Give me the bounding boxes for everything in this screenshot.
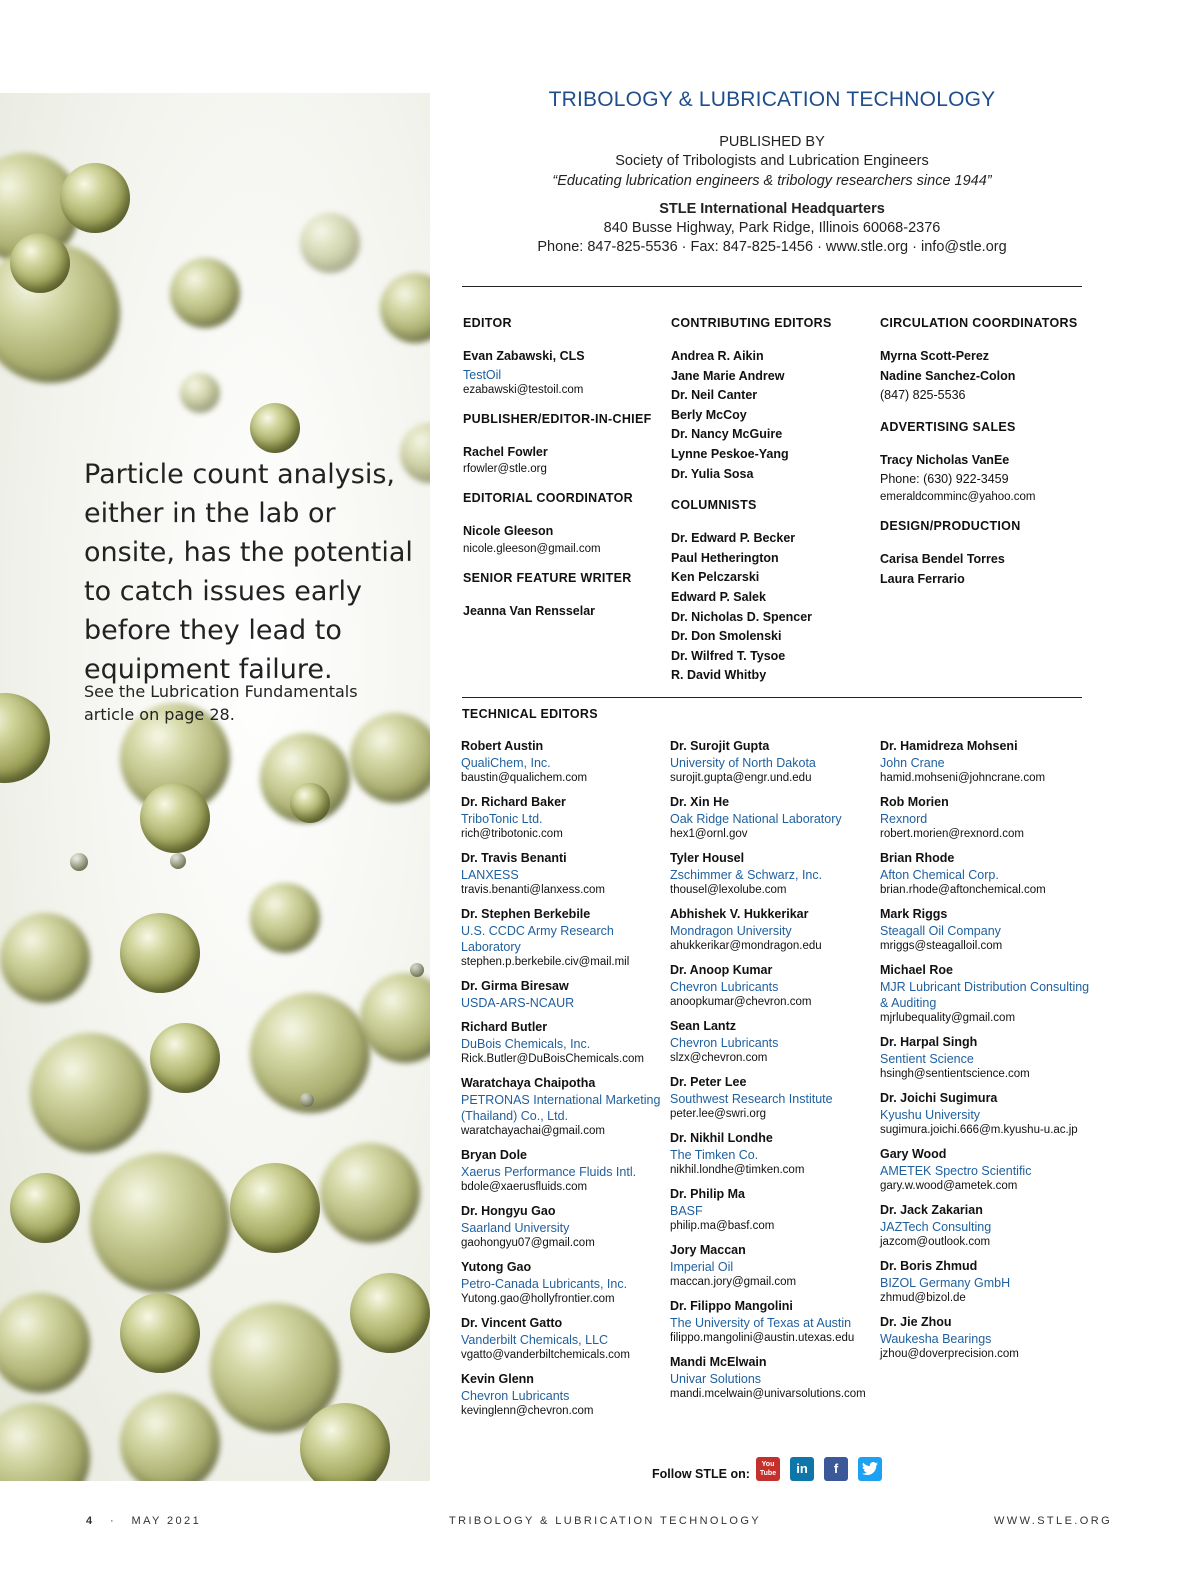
tech-editor-name: Brian Rhode [880, 851, 955, 865]
staff-phone: Phone: (630) 922-3459 [880, 472, 1009, 487]
tech-editor-entry [461, 1203, 666, 1251]
bubble [410, 963, 424, 977]
tech-editor-entry [670, 1298, 875, 1346]
tech-editor-entry [670, 1242, 875, 1290]
society-motto: “Educating lubrication engineers & tribology researchers since 1944” [552, 173, 992, 189]
bubble [320, 1143, 420, 1243]
tech-editor-entry [670, 1354, 875, 1402]
tech-editor-org: BASF [670, 1204, 703, 1218]
tech-editor-name: Tyler Housel [670, 851, 745, 865]
tech-editor-email: rich@tribotonic.com [461, 828, 563, 840]
bubble [380, 273, 430, 343]
bubbles-photo [0, 93, 430, 1481]
tech-editor-email: brian.rhode@aftonchemical.com [880, 884, 1046, 896]
tech-editor-email: robert.morien@rexnord.com [880, 828, 1024, 840]
tech-editor-entry [461, 850, 666, 898]
bubble [350, 713, 430, 803]
tech-editor-org: The Timken Co. [670, 1148, 759, 1162]
youtube-icon-text: You Tube [759, 1461, 777, 1477]
folio-site: WWW.STLE.ORG [994, 1515, 1113, 1527]
tech-editor-entry [461, 1075, 666, 1139]
tech-editor-name: Dr. Joichi Sugimura [880, 1091, 998, 1105]
staff-name: Paul Hetherington [671, 550, 779, 565]
staff-name: Ken Pelczarski [671, 570, 760, 585]
tech-editor-entry [880, 1090, 1095, 1138]
tech-editor-email: mriggs@steagalloil.com [880, 940, 1003, 952]
tech-editor-entry [670, 738, 875, 786]
tech-editor-email: waratchayachai@gmail.com [461, 1125, 605, 1137]
tech-editor-name: Michael Roe [880, 963, 953, 977]
tech-editor-entry [461, 978, 666, 1011]
tech-editor-email: hamid.mohseni@johncrane.com [880, 772, 1046, 784]
tech-editor-email: bdole@xaerusfluids.com [461, 1181, 588, 1193]
tech-editor-entry [461, 1371, 666, 1419]
bubble [360, 973, 430, 1063]
staff-email: rfowler@stle.org [463, 463, 547, 476]
tech-editor-name: Gary Wood [880, 1147, 947, 1161]
tech-editor-entry [461, 1019, 666, 1067]
tech-editor-org: John Crane [880, 756, 945, 770]
tech-editor-org: Southwest Research Institute [670, 1092, 833, 1106]
tech-editor-email: travis.benanti@lanxess.com [461, 884, 605, 896]
tech-editor-org: AMETEK Spectro Scientific [880, 1164, 1032, 1178]
tech-editor-name: Dr. Hongyu Gao [461, 1204, 556, 1218]
tech-editor-email: filippo.mangolini@austin.utexas.edu [670, 1332, 855, 1344]
tech-editor-org: Petro-Canada Lubricants, Inc. [461, 1277, 628, 1291]
tech-editor-org: JAZTech Consulting [880, 1220, 992, 1234]
tech-editor-name: Dr. Nikhil Londhe [670, 1131, 773, 1145]
tech-editor-entry [880, 850, 1095, 898]
tech-editor-name: Dr. Jack Zakarian [880, 1203, 983, 1217]
staff-name: Andrea R. Aikin [671, 349, 764, 363]
tech-editor-email: maccan.jory@gmail.com [670, 1276, 797, 1288]
hq-heading: STLE International Headquarters [659, 201, 885, 217]
staff-org: TestOil [463, 367, 502, 382]
tech-editor-org: Zschimmer & Schwarz, Inc. [670, 868, 823, 882]
staff-name: Dr. Edward P. Becker [671, 531, 796, 546]
tech-editor-entry [880, 1258, 1095, 1306]
staff-name: Lynne Peskoe-Yang [671, 446, 789, 461]
tech-editor-name: Dr. Anoop Kumar [670, 963, 773, 977]
bubble [0, 1293, 90, 1393]
bubble [250, 403, 300, 453]
facebook-icon[interactable] [824, 1457, 848, 1481]
tech-editor-name: Dr. Girma Biresaw [461, 979, 569, 993]
tech-editor-email: mandi.mcelwain@univarsolutions.com [670, 1388, 866, 1400]
tech-editor-org: Xaerus Performance Fluids Intl. [461, 1165, 637, 1179]
tech-editor-entry [670, 1018, 875, 1066]
tech-editor-entry [670, 1130, 875, 1178]
tech-editor-entry [880, 1146, 1095, 1194]
bubble [150, 1023, 220, 1093]
tech-editor-entry [880, 906, 1095, 954]
bubble [290, 783, 330, 823]
staff-column-2 [671, 316, 871, 700]
bubble [230, 1163, 320, 1253]
tech-editor-name: Robert Austin [461, 739, 544, 753]
bubble [120, 913, 200, 993]
section-heading: ADVERTISING SALES [880, 419, 1016, 434]
linkedin-icon[interactable] [790, 1457, 814, 1481]
tech-editor-org: MJR Lubricant Distribution Consulting & Auditing [880, 980, 1090, 1010]
staff-name: Jeanna Van Rensselar [463, 603, 596, 618]
bubble [30, 1033, 150, 1153]
bubble [70, 853, 88, 871]
tech-editor-name: Jory Maccan [670, 1243, 746, 1257]
tech-editor-entry [880, 794, 1095, 842]
bubble [170, 258, 240, 328]
staff-name: Jane Marie Andrew [671, 368, 785, 383]
section-heading: DESIGN/PRODUCTION [880, 518, 1021, 533]
tech-editor-email: Rick.Butler@DuBoisChemicals.com [461, 1053, 644, 1065]
tech-editor-name: Bryan Dole [461, 1148, 527, 1162]
staff-name: R. David Whitby [671, 668, 767, 683]
tech-editor-name: Dr. Stephen Berkebile [461, 907, 591, 921]
tech-editor-org: Chevron Lubricants [670, 980, 779, 994]
bubble [250, 883, 320, 953]
tech-editor-email: hex1@ornl.gov [670, 828, 748, 840]
folio-separator: · [110, 1515, 117, 1527]
tech-editor-org: QualiChem, Inc. [461, 756, 551, 770]
bubble [90, 1153, 230, 1293]
tech-editor-entry [670, 794, 875, 842]
tech-editor-email: jazcom@outlook.com [880, 1236, 991, 1248]
tech-editor-name: Dr. Filippo Mangolini [670, 1299, 793, 1313]
bubble [140, 783, 210, 853]
published-by: PUBLISHED BY [719, 134, 825, 150]
tech-editor-name: Dr. Jie Zhou [880, 1315, 952, 1329]
issue-date: MAY 2021 [131, 1515, 202, 1527]
bubble [300, 1403, 390, 1481]
tech-editor-name: Dr. Richard Baker [461, 795, 566, 809]
tech-editor-email: surojit.gupta@engr.und.edu [670, 772, 812, 784]
tech-editor-email: philip.ma@basf.com [670, 1220, 775, 1232]
tech-editor-name: Dr. Surojit Gupta [670, 739, 770, 753]
staff-name: Dr. Don Smolenski [671, 629, 782, 644]
tech-editor-name: Dr. Boris Zhmud [880, 1259, 978, 1273]
facebook-icon-text: f [833, 1461, 839, 1476]
tech-editor-name: Dr. Xin He [670, 795, 730, 809]
tech-editor-email: jzhou@doverprecision.com [880, 1348, 1019, 1360]
section-heading: COLUMNISTS [671, 498, 757, 513]
tech-editor-name: Yutong Gao [461, 1260, 532, 1274]
tech-editor-entry [880, 738, 1095, 786]
tech-editor-name: Dr. Harpal Singh [880, 1035, 978, 1049]
hq-address: 840 Busse Highway, Park Ridge, Illinois 60068-2376 [603, 220, 941, 236]
twitter-bird-icon [862, 1462, 878, 1476]
tech-editor-name: Sean Lantz [670, 1019, 736, 1033]
tech-editor-entry [461, 794, 666, 842]
bubble [120, 1393, 220, 1481]
staff-name: Dr. Wilfred T. Tysoe [671, 648, 786, 663]
section-heading: CONTRIBUTING EDITORS [671, 316, 832, 330]
staff-phone: (847) 825-5536 [880, 388, 966, 403]
tech-editor-email: gaohongyu07@gmail.com [461, 1237, 595, 1249]
staff-name: Nadine Sanchez-Colon [880, 368, 1016, 383]
tech-editor-org: Kyushu University [880, 1108, 981, 1122]
tech-editor-email: ahukkerikar@mondragon.edu [670, 940, 822, 952]
bubble [300, 1093, 314, 1107]
staff-name: Laura Ferrario [880, 571, 965, 586]
staff-column-1 [463, 316, 663, 635]
tech-editor-email: nikhil.londhe@timken.com [670, 1164, 805, 1176]
tech-editor-entry [461, 1315, 666, 1363]
tech-editor-org: USDA-ARS-NCAUR [461, 996, 575, 1010]
youtube-icon[interactable] [756, 1457, 780, 1481]
tech-editor-email: kevinglenn@chevron.com [461, 1405, 594, 1417]
section-heading: PUBLISHER/EDITOR-IN-CHIEF [463, 411, 652, 426]
bubble [300, 213, 360, 273]
tech-editor-entry [670, 962, 875, 1010]
tech-editor-org: Vanderbilt Chemicals, LLC [461, 1333, 609, 1347]
tech-editor-name: Dr. Philip Ma [670, 1187, 746, 1201]
tech-editor-entry [880, 1314, 1095, 1362]
linkedin-icon-text: in [796, 1461, 808, 1476]
section-heading: TECHNICAL EDITORS [462, 707, 598, 721]
staff-email: ezabawski@testoil.com [463, 383, 584, 396]
tech-editor-email: anoopkumar@chevron.com [670, 996, 812, 1008]
tech-editors-column-1 [461, 738, 666, 1427]
tech-editors-heading [462, 707, 598, 738]
divider [462, 697, 1082, 698]
society-name: Society of Tribologists and Lubrication Engineers [615, 153, 929, 169]
folio-left [86, 1515, 201, 1527]
tech-editor-org: Saarland University [461, 1221, 570, 1235]
tech-editor-org: DuBois Chemicals, Inc. [461, 1037, 591, 1051]
tech-editors-column-3 [880, 738, 1095, 1370]
bubble [10, 1173, 80, 1243]
staff-name: Myrna Scott-Perez [880, 349, 990, 363]
tech-editor-org: Mondragon University [670, 924, 792, 938]
tech-editor-email: thousel@lexolube.com [670, 884, 787, 896]
tech-editor-entry [461, 1259, 666, 1307]
bubble [0, 693, 50, 783]
tech-editor-name: Dr. Vincent Gatto [461, 1316, 563, 1330]
tech-editor-org: The University of Texas at Austin [670, 1316, 852, 1330]
tech-editors-column-2 [670, 738, 875, 1410]
tech-editor-email: Yutong.gao@hollyfrontier.com [461, 1293, 615, 1305]
tech-editor-email: zhmud@bizol.de [880, 1292, 966, 1304]
bubble [0, 913, 90, 1003]
tech-editor-org: BIZOL Germany GmbH [880, 1276, 1011, 1290]
tech-editor-org: Oak Ridge National Laboratory [670, 812, 842, 826]
bubble [350, 1273, 430, 1353]
staff-name: Rachel Fowler [463, 444, 548, 459]
twitter-icon[interactable] [858, 1457, 882, 1481]
bubble [0, 1403, 90, 1481]
staff-email: emeraldcomminc@yahoo.com [880, 490, 1036, 503]
tech-editor-entry [461, 738, 666, 786]
tech-editor-name: Kevin Glenn [461, 1372, 534, 1386]
page-number: 4 [86, 1515, 95, 1527]
tech-editor-name: Waratchaya Chaipotha [461, 1076, 596, 1090]
bubble [180, 373, 220, 413]
tech-editor-name: Richard Butler [461, 1020, 548, 1034]
tech-editor-email: stephen.p.berkebile.civ@mail.mil [461, 956, 630, 968]
tech-editor-org: Chevron Lubricants [461, 1389, 570, 1403]
hq-contact: Phone: 847-825-5536 · Fax: 847-825-1456 · www.stle.org · info@stle.org [537, 239, 1007, 255]
staff-email: nicole.gleeson@gmail.com [463, 542, 601, 555]
tech-editor-entry [880, 962, 1095, 1026]
bubble [120, 1293, 200, 1373]
tech-editor-email: peter.lee@swri.org [670, 1108, 767, 1120]
pull-quote-reference: See the Lubrication Fundamentals article on page 28. [84, 682, 358, 724]
staff-name: Evan Zabawski, CLS [463, 349, 585, 363]
section-heading: SENIOR FEATURE WRITER [463, 570, 632, 585]
tech-editor-email: baustin@qualichem.com [461, 772, 588, 784]
follow-label: Follow STLE on: [652, 1467, 750, 1481]
pull-quote: Particle count analysis, either in the lab or onsite, has the potential to catch issues early before they lead to equipment failure. [84, 459, 413, 685]
tech-editor-org: Chevron Lubricants [670, 1036, 779, 1050]
folio-magazine: TRIBOLOGY & LUBRICATION TECHNOLOGY [449, 1515, 762, 1527]
tech-editor-name: Dr. Travis Benanti [461, 851, 567, 865]
tech-editor-email: hsingh@sentientscience.com [880, 1068, 1030, 1080]
tech-editor-org: U.S. CCDC Army Research Laboratory [461, 924, 614, 954]
tech-editor-name: Abhishek V. Hukkerikar [670, 907, 809, 921]
tech-editor-org: Steagall Oil Company [880, 924, 1001, 938]
tech-editor-entry [461, 906, 666, 970]
staff-name: Nicole Gleeson [463, 524, 554, 539]
tech-editor-email: slzx@chevron.com [670, 1052, 768, 1064]
staff-name: Dr. Neil Canter [671, 388, 758, 403]
tech-editor-entry [461, 1147, 666, 1195]
staff-column-3 [880, 316, 1090, 603]
staff-name: Tracy Nicholas VanEe [880, 452, 1010, 467]
tech-editor-org: Sentient Science [880, 1052, 974, 1066]
tech-editor-org: TriboTonic Ltd. [461, 812, 543, 826]
tech-editor-name: Mark Riggs [880, 907, 948, 921]
tech-editor-entry [880, 1034, 1095, 1082]
bubble [60, 163, 130, 233]
section-heading: EDITORIAL COORDINATOR [463, 491, 633, 506]
tech-editor-org: Afton Chemical Corp. [880, 868, 999, 882]
tech-editor-email: vgatto@vanderbiltchemicals.com [461, 1349, 630, 1361]
tech-editor-org: PETRONAS International Marketing (Thailand) Co., Ltd. [461, 1093, 661, 1123]
tech-editor-org: Waukesha Bearings [880, 1332, 992, 1346]
tech-editor-entry [670, 906, 875, 954]
tech-editor-email: mjrlubequality@gmail.com [880, 1012, 1016, 1024]
staff-name: Dr. Yulia Sosa [671, 466, 754, 481]
bubble [10, 233, 70, 293]
section-heading: EDITOR [463, 316, 512, 330]
staff-name: Dr. Nicholas D. Spencer [671, 609, 813, 624]
tech-editor-org: University of North Dakota [670, 756, 816, 770]
section-heading: CIRCULATION COORDINATORS [880, 316, 1078, 330]
tech-editor-email: sugimura.joichi.666@m.kyushu-u.ac.jp [880, 1124, 1078, 1136]
magazine-title: TRIBOLOGY & LUBRICATION TECHNOLOGY [548, 88, 996, 111]
divider [462, 286, 1082, 287]
tech-editor-name: Mandi McElwain [670, 1355, 767, 1369]
staff-name: Berly McCoy [671, 407, 747, 422]
tech-editor-name: Dr. Hamidreza Mohseni [880, 739, 1018, 753]
tech-editor-name: Rob Morien [880, 795, 949, 809]
tech-editor-org: Rexnord [880, 812, 928, 826]
bubble [170, 853, 186, 869]
tech-editor-email: gary.w.wood@ametek.com [880, 1180, 1018, 1192]
staff-name: Edward P. Salek [671, 589, 766, 604]
tech-editor-entry [670, 850, 875, 898]
staff-name: Dr. Nancy McGuire [671, 427, 783, 442]
tech-editor-name: Dr. Peter Lee [670, 1075, 747, 1089]
tech-editor-org: LANXESS [461, 868, 519, 882]
tech-editor-org: Univar Solutions [670, 1372, 762, 1386]
tech-editor-entry [670, 1074, 875, 1122]
tech-editor-entry [880, 1202, 1095, 1250]
staff-name: Carisa Bendel Torres [880, 551, 1005, 566]
tech-editor-entry [670, 1186, 875, 1234]
tech-editor-org: Imperial Oil [670, 1260, 734, 1274]
